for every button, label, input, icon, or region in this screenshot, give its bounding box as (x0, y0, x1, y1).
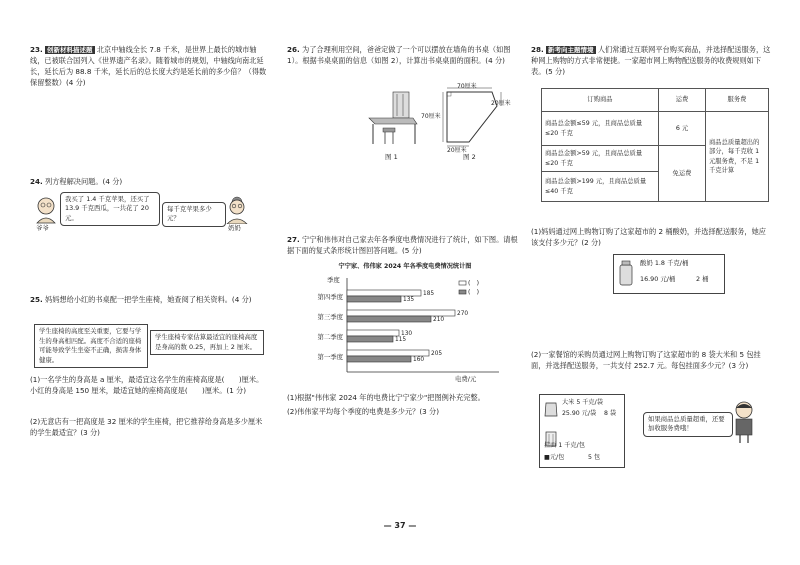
question-number: 23. (30, 45, 43, 54)
table-cell-condition: 商品总金额>59 元，且商品总质量≤20 千克 (542, 146, 659, 172)
yogurt-quantity: 2 桶 (696, 275, 709, 283)
rice-quantity: 8 袋 (604, 410, 617, 417)
label-bottom-length: 20厘米 (447, 147, 467, 154)
question-26 (287, 44, 523, 166)
label-top-length: 70厘米 (457, 83, 477, 90)
question-25 (30, 294, 268, 494)
staff-boy-illustration (729, 400, 759, 444)
noodle-price: ■元/包 (544, 454, 565, 461)
table-cell-service-rule: 商品总质量超出的部分，每千克收 1 元服务费，不足 1 千克计算 (706, 112, 769, 202)
table-cell-condition: 商品总金额>199 元，且商品总质量≤40 千克 (542, 172, 659, 202)
legend-label-series-1: ( ) (468, 280, 480, 287)
question-tag: 新考向主题情境 (548, 46, 594, 54)
rice-bag-icon (544, 399, 558, 417)
rice-price: 25.90 元/袋 (562, 410, 597, 417)
label-left-length: 70厘米 (421, 113, 441, 120)
info-box-seat-importance: 学生座椅的高度至关重要，它要与学生的身高相匹配。高度不合适的座椅可能导致学生坐姿不正确，损害身体健康。 (34, 324, 148, 368)
chart-data-label: 210 (433, 317, 445, 324)
staff-speech-bubble: 如果商品总质量超重，还要加收服务费哦！ (643, 412, 733, 437)
chart-bar (347, 310, 455, 316)
page-number: — 37 — (383, 521, 417, 530)
chart-data-label: 185 (423, 291, 435, 298)
question-25-part-1: (1)一名学生的身高是 a 厘米，最适宜这名学生的座椅高度是( )厘米。小红的身高是 150 厘米，最适宜她的座椅高度是( )厘米。(1 分) (30, 375, 264, 396)
noodle-quantity: 5 包 (588, 454, 601, 461)
chart-bar (347, 356, 411, 362)
table-header-service: 服务费 (706, 89, 769, 112)
question-27-part-1: (1)根据"伟伟家 2024 年的电费比宁宁家少"把图例补充完整。 (287, 393, 485, 402)
chart-bar (347, 330, 399, 336)
chart-data-label: 205 (431, 351, 443, 358)
question-28-part-2: (2)一家餐馆的采购员通过网上购物订购了这家超市的 8 袋大米和 5 包挂面，并选择配送服务，一共支付 252.7 元。每包挂面多少元？(3 分) (531, 350, 761, 371)
question-25-part-2: (2)无意店有一把高度是 32 厘米的学生座椅，把它推荐给身高是多少厘米的学生最适宜？(3 分) (30, 417, 263, 438)
figure-1-caption: 图 1 (385, 153, 398, 161)
rice-noodle-product-card (539, 394, 625, 468)
question-text: 宁宁和伟伟对自己家去年各季度电费情况进行了统计，如下图。请根据下面的复式条形统计图回答问题。(5 分) (287, 235, 518, 256)
electricity-bill-bar-chart (287, 260, 523, 398)
grandpa-speech-bubble: 我买了 1.4 千克苹果，还买了 13.9 千克西瓜，一共花了 20 元。 (60, 192, 160, 226)
question-27-part-2: (2)伟伟家平均每个季度的电费是多少元？(3 分) (287, 407, 440, 416)
chart-bar (347, 336, 393, 342)
chart-x-axis-label: 电费/元 (455, 375, 477, 383)
chart-data-label: 130 (401, 331, 413, 338)
table-cell-condition: 商品总金额≤59 元，且商品总质量≤20 千克 (542, 112, 659, 146)
legend-swatch-series-1 (459, 281, 466, 285)
table-cell-shipping-fee: 6 元 (659, 112, 706, 146)
chart-y-axis-label: 季度 (327, 276, 340, 284)
grandma-illustration (224, 194, 250, 224)
grandma-speech-bubble: 每千克苹果多少元？ (162, 202, 226, 227)
grandma-label: 奶奶 (228, 224, 241, 232)
question-28-part-1: (1)妈妈通过网上购物订购了这家超市的 2 桶酸奶，并选择配送服务，她应该支付多少元？(2 分) (531, 227, 766, 248)
legend-swatch-series-2 (459, 290, 466, 294)
table-header-goods: 订购商品 (542, 89, 659, 112)
legend-label-series-2: ( ) (468, 289, 480, 296)
chart-data-label: 160 (413, 357, 425, 364)
yogurt-product-card (613, 254, 725, 294)
corner-desk-illustration (365, 90, 421, 148)
grandpa-label: 爷爷 (36, 224, 49, 232)
chart-data-label: 135 (403, 297, 415, 304)
question-text: 为了合理利用空间，爸爸定做了一个可以摆放在墙角的书桌（如图 1）。根据书桌桌面的信息（如图 2），计算出书桌桌面的面积。(4 分) (287, 45, 511, 66)
question-23 (30, 44, 268, 89)
chart-bar (347, 296, 401, 302)
chart-bar (347, 316, 431, 322)
question-tag: 创新材料描述题 (47, 46, 93, 54)
info-box-seat-formula: 学生座椅专家估算最适宜的座椅高度是身高的数 0.25，再加上 2 厘米。 (150, 330, 264, 355)
yogurt-price: 16.90 元/桶 (640, 275, 676, 283)
question-28 (531, 44, 771, 77)
question-number: 28. (531, 45, 544, 54)
question-text: 人们常通过互联网平台购买商品，并选择配送服务，这种网上购物的方式非常便捷。一家超市网上购物配送服务的收费规则如下表。(5 分) (531, 45, 771, 77)
question-text: 列方程解决问题。(4 分) (45, 177, 123, 186)
table-cell-shipping-fee: 免运费 (659, 146, 706, 202)
chart-category-label: 第三季度 (317, 313, 343, 321)
chart-data-label: 270 (457, 311, 469, 318)
label-right-length: 20厘米 (491, 100, 511, 107)
question-number: 24. (30, 177, 43, 186)
grandpa-illustration (34, 196, 58, 224)
yogurt-spec: 酸奶 1.8 千克/桶 (640, 259, 689, 267)
chart-title: 宁宁家、伟伟家 2024 年各季度电费情况统计图 (338, 263, 472, 270)
rice-spec: 大米 5 千克/袋 (562, 399, 603, 406)
yogurt-bucket-icon (618, 259, 634, 287)
question-24 (30, 176, 268, 276)
question-number: 26. (287, 45, 300, 54)
question-27 (287, 234, 523, 474)
chart-category-label: 第二季度 (317, 333, 343, 341)
chart-bar (347, 290, 421, 296)
table-row (542, 112, 769, 146)
question-number: 25. (30, 295, 43, 304)
chart-category-label: 第四季度 (317, 293, 343, 301)
chart-data-label: 115 (395, 337, 407, 344)
delivery-fee-table (541, 88, 769, 202)
chart-bar (347, 350, 429, 356)
question-text: 妈妈想给小红的书桌配一把学生座椅，她查阅了相关资料。(4 分) (45, 295, 252, 304)
chart-category-label: 第一季度 (317, 353, 343, 361)
table-header-shipping: 运费 (659, 89, 706, 112)
question-number: 27. (287, 235, 300, 244)
noodle-spec: 挂面 1 千克/包 (544, 442, 585, 449)
question-text: 北京中轴线全长 7.8 千米，是世界上最长的城市轴线，已被联合国列入《世界遗产名录》。随着城市的规划，中轴线向南北延长，延长后为 88.8 千米，延长后的总长度大约是延长前的多少倍？（得数保留整数）(4 分) (30, 45, 267, 88)
figure-2-caption: 图 2 (463, 153, 476, 161)
